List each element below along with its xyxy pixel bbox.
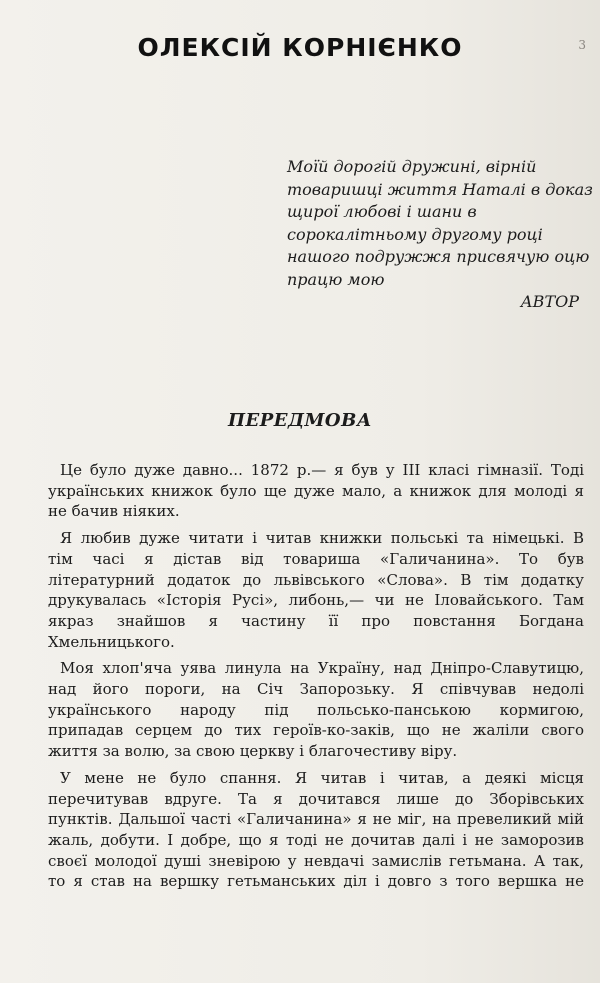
dedication (287, 156, 593, 314)
text-line: Хмельницького. (48, 632, 175, 651)
author-name: ОЛЕКСІЙ КОРНІЄНКО (137, 33, 463, 62)
paragraph (48, 768, 584, 892)
paragraph (48, 460, 584, 522)
text-line: не бачив ніяких. (48, 502, 180, 521)
paragraph (48, 658, 584, 762)
dedication-signature: АВТОР (520, 292, 579, 311)
text-line: Моя хлоп'яча уява линула на Україну, над Дніпро-Славутицю, (60, 659, 584, 678)
text-line: тім часі я дістав від товариша «Галичанина». То був (48, 549, 584, 568)
text-line: українських книжок було ще дуже мало, а книжок для молоді я (48, 481, 584, 500)
text-line: українського народу під польсько-панською кормигою, (48, 700, 584, 719)
text-line: літературний додаток до львівського «Слова». В тім додатку (48, 570, 584, 589)
text-line: Це було дуже давно... 1872 р.— я був у III класі гімназії. Тоді (60, 461, 584, 479)
text-line: У мене не було спання. Я читав і читав, а деякі місця (60, 768, 584, 787)
dedication-line: Моїй дорогій дружині, вірній (287, 157, 537, 176)
text-line: то я став на вершку гетьманських діл і довго з того вершка не (48, 872, 584, 891)
text-line: життя за волю, за свою церкву і благочестиву віру. (48, 742, 458, 761)
dedication-line: щирої любові і шани в (287, 202, 477, 221)
text-line: жаль, добути. І добре, що я тоді не дочитав далі і не заморозив (48, 830, 584, 849)
text-line: якраз знайшов я частину її про повстання Богдана (48, 611, 584, 630)
body-text (48, 460, 584, 898)
dedication-line: працю мою (287, 269, 385, 289)
dedication-line: нашого подружжя присвячую оцю (287, 247, 590, 266)
text-line: друкувалась «Історія Русі», либонь,— чи не Іловайського. Там (48, 591, 584, 610)
text-line: припадав серцем до тих героїв-ко-заків, що не жаліли свого (48, 721, 584, 740)
text-line: пунктів. Дальшої часті «Галичанина» я не міг, на превеликий мій (48, 810, 584, 829)
dedication-line: сорокалітньому другому році (287, 224, 543, 244)
text-line: над його пороги, на Січ Запорозьку. Я співчував недолі (48, 680, 584, 699)
dedication-line: товаришці життя Наталі в доказ (287, 179, 593, 199)
text-line: перечитував вдруге. Та я дочитався лише до Зборівських (48, 789, 584, 808)
section-title: ПЕРЕДМОВА (228, 410, 372, 431)
paragraph (48, 528, 584, 652)
page-number: 3 (578, 38, 586, 52)
text-line: своєї молодої душі зневірою у невдачі замислів гетьмана. А так, (48, 851, 584, 870)
text-line: Я любив дуже читати і читав книжки польські та німецькі. В (60, 529, 584, 548)
